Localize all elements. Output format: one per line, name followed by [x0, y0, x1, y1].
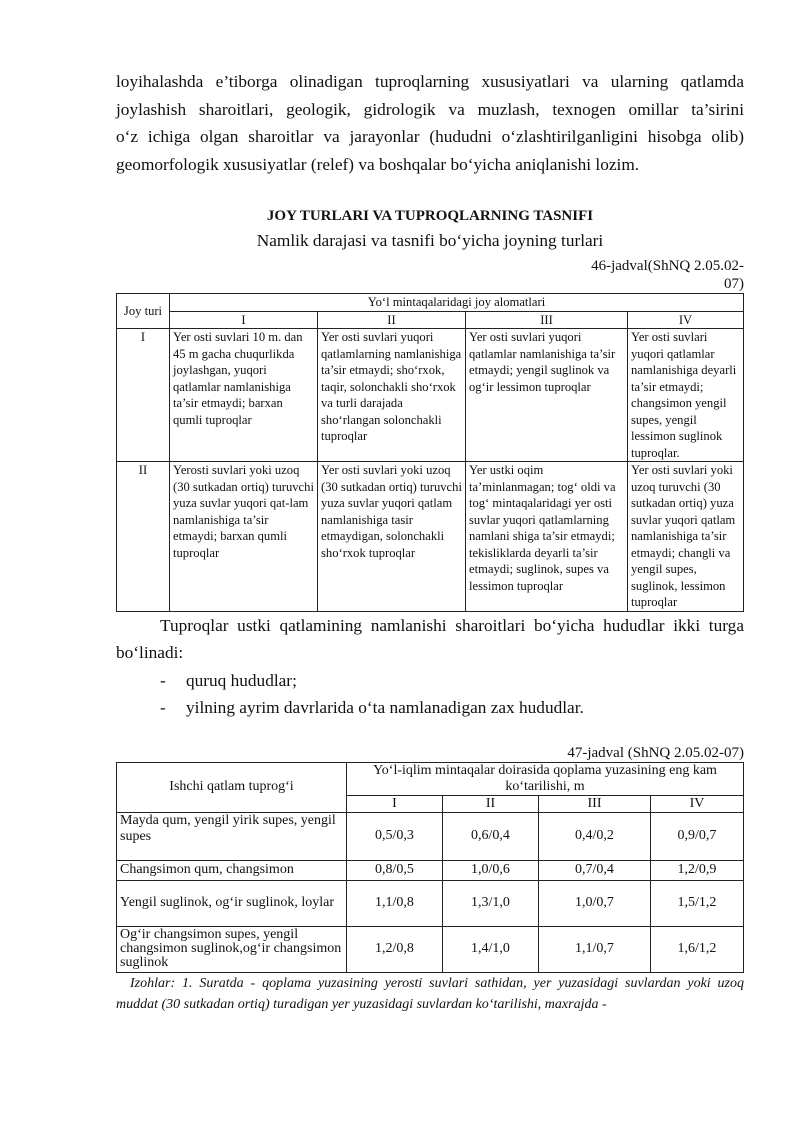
table47-value: 0,5/0,3 — [347, 812, 443, 860]
table47-value: 1,0/0,6 — [443, 860, 539, 880]
intro-line: loyihalashda e’tiborga olinadigan tuproqlarning xususiyatlari va ularning qatlamda — [116, 72, 744, 91]
intro-line: o‘z ichiga olgan sharoitlar va jarayonlar (hududni o‘zlashtirilganligini hisobga olib) — [116, 127, 744, 146]
footnote: Izohlar: 1. Suratda - qoplama yuzasining yerosti suvlari sathidan, yer yuzasidagi suvlardan yoki uzoq muddat (30 sutkadan ortiq) turadigan yer yuzasidagi suvlardan ko‘tarilishi, maxrajda - — [116, 975, 744, 1012]
table47-soil: Mayda qum, yengil yirik supes, yengil supes — [117, 812, 347, 860]
list-item-text: yilning ayrim davrlarida o‘ta namlanadigan zax hududlar. — [186, 698, 584, 717]
table47-value: 0,4/0,2 — [539, 812, 651, 860]
table46-caption-line2: 07) — [724, 276, 744, 292]
table-46 — [116, 293, 744, 612]
list-dash: - — [160, 670, 166, 690]
table47-value: 1,0/0,7 — [539, 880, 651, 926]
document-page — [116, 68, 744, 1015]
table46-zone-header: III — [466, 311, 628, 329]
table47-soil: Og‘ir changsimon supes, yengil changsimon suglinok,og‘ir changsimon suglinok — [117, 926, 347, 972]
table46-group-header: Yo‘l mintaqalaridagi joy alomatlari — [170, 294, 744, 312]
table47-value: 1,4/1,0 — [443, 926, 539, 972]
list-item-text: quruq hududlar; — [186, 670, 297, 690]
table-row — [117, 462, 744, 612]
table-row — [117, 812, 744, 860]
table47-value: 1,1/0,7 — [539, 926, 651, 972]
table47-soil: Yengil suglinok, og‘ir suglinok, loylar — [117, 880, 347, 926]
list-dash: - — [160, 698, 166, 717]
table46-caption — [116, 257, 744, 293]
table46-cell: Yerosti suvlari yoki uzoq (30 sutkadan ortiq) turuvchi yuza suvlar yuqori qat-lam namlanishiga ta’sir etmaydi; barxan qumli tuproqlar — [170, 462, 318, 612]
table47-value: 0,8/0,5 — [347, 860, 443, 880]
table47-zone-header: IV — [651, 795, 744, 812]
table46-col1-header: Joy turi — [117, 294, 170, 329]
bullet-list — [116, 667, 744, 722]
table46-cell: Yer osti suvlari yuqori qatlamlar namlanishiga deyarli ta’sir etmaydi; changsimon yengil supes, yengil lessimon suglinok tuproqlar. — [628, 329, 744, 462]
table-row — [117, 880, 744, 926]
table46-row-type: II — [117, 462, 170, 612]
body-paragraph: Tuproqlar ustki qatlamining namlanishi sharoitlari bo‘yicha hududlar ikki turga bo‘linadi: — [116, 615, 744, 662]
table47-value: 0,9/0,7 — [651, 812, 744, 860]
table47-col1-header: Ishchi qatlam tuprog‘i — [117, 762, 347, 812]
table47-zone-header: III — [539, 795, 651, 812]
table47-value: 1,6/1,2 — [651, 926, 744, 972]
list-item — [116, 667, 744, 695]
table46-cell: Yer osti suvlari yuqori qatlamlarning namlanishiga ta’sir etmaydi; sho‘rxok, taqir, solonchakli sho‘rxok va turli darajada sho‘rlangan solonchakli tuproqlar — [318, 329, 466, 462]
table46-zone-header: I — [170, 311, 318, 329]
intro-line: geomorfologik xususiyatlar (relef) va boshqalar bo‘yicha aniqlanishi lozim. — [116, 154, 640, 174]
list-item — [116, 694, 744, 722]
table47-value: 1,1/0,8 — [347, 880, 443, 926]
section-title: JOY TURLARI VA TUPROQLARNING TASNIFI — [266, 208, 594, 224]
table47-value: 1,3/1,0 — [443, 880, 539, 926]
table46-caption-line1: 46-jadval(ShNQ 2.05.02- — [591, 258, 744, 274]
table46-cell: Yer osti suvlari 10 m. dan 45 m gacha chuqurlikda joylashgan, yuqori qatlamlar namlanishiga ta’sir etmaydi; barxan qumli tuproqlar — [170, 329, 318, 462]
intro-line: joylashish sharoitlari, geologik, gidrologik va muzlash, texnogen omillar ta’sirini — [116, 99, 744, 119]
table46-zone-header: IV — [628, 311, 744, 329]
table46-cell: Yer osti suvlari yoki uzoq turuvchi (30 sutkadan ortiq) yuza suvlar yuqori qatlam namlanishiga ta’sir etmaydi; changli va yengil supes, suglinok, lessimon tuproqlar — [628, 462, 744, 612]
table47-soil: Changsimon qum, changsimon — [117, 860, 347, 880]
table46-cell: Yer ustki oqim ta’minlanmagan; tog‘ oldi va tog‘ mintaqalaridagi yer osti suvlar yuqori qatlamlarning namlani shiga ta’sir etmaydi; tekisliklarda deyarli ta’sir etmaydi; suglinok, supes va lessimon tuproqlar — [466, 462, 628, 612]
table47-value: 1,2/0,8 — [347, 926, 443, 972]
table-47 — [116, 762, 744, 973]
table-row — [117, 926, 744, 972]
table46-cell: Yer osti suvlari yuqori qatlamlar namlanishiga ta’sir etmaydi; yengil suglinok va og‘ir lessimon tuproqlar — [466, 329, 628, 462]
table-row — [117, 329, 744, 462]
table47-group-header: Yo‘l-iqlim mintaqalar doirasida qoplama yuzasining eng kam ko‘tarilishi, m — [347, 762, 744, 795]
table46-cell: Yer osti suvlari yoki uzoq (30 sutkadan ortiq) turuvchi yuza suvlar yuqori qatlam namlanishiga tasir etmaydigan, solonchakli sho‘rxok tuproqlar — [318, 462, 466, 612]
table46-row-type: I — [117, 329, 170, 462]
table-row — [117, 860, 744, 880]
table46-zone-header: II — [318, 311, 466, 329]
table47-value: 0,6/0,4 — [443, 812, 539, 860]
section-subtitle: Namlik darajasi va tasnifi bo‘yicha joyning turlari — [256, 231, 604, 250]
table47-zone-header: II — [443, 795, 539, 812]
table47-value: 1,5/1,2 — [651, 880, 744, 926]
intro-paragraph — [116, 68, 744, 178]
table47-value: 1,2/0,9 — [651, 860, 744, 880]
table47-value: 0,7/0,4 — [539, 860, 651, 880]
table47-zone-header: I — [347, 795, 443, 812]
table47-caption: 47-jadval (ShNQ 2.05.02-07) — [567, 744, 744, 761]
